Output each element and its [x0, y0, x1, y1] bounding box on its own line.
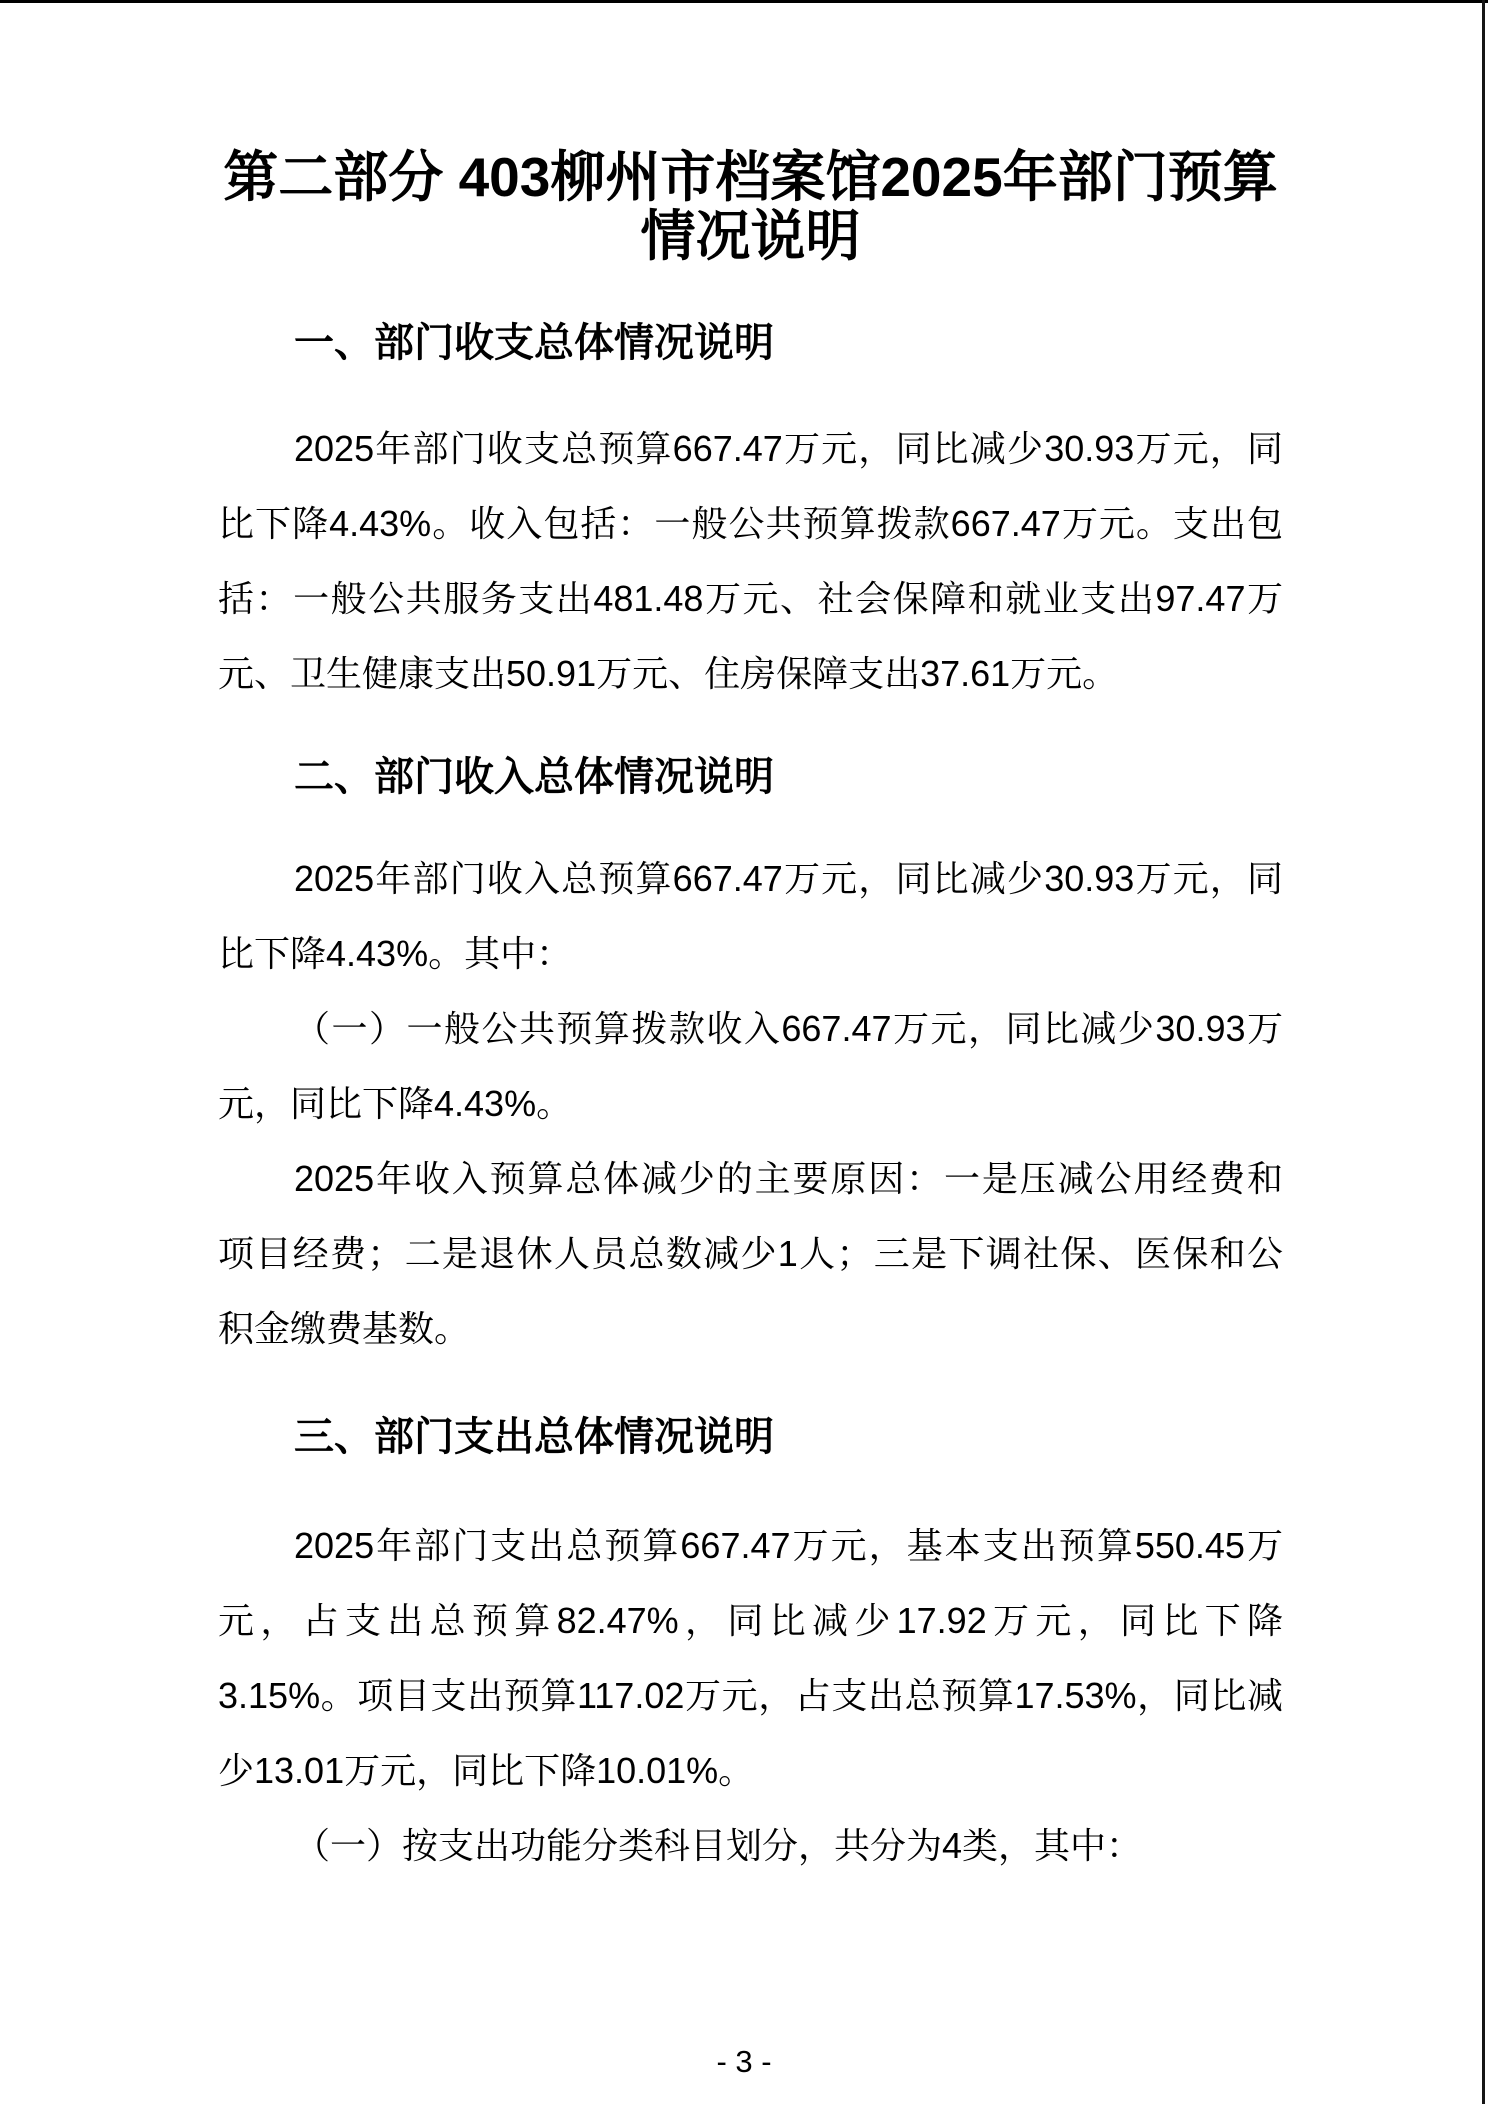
text-line: 3.15%。项目支出预算117.02万元，占支出总预算17.53%，同比减: [218, 1675, 1283, 1716]
text-line: 元，同比下降4.43%。: [218, 1083, 573, 1124]
document-content: [218, 0, 1283, 1883]
document-title: [218, 148, 1283, 266]
text-line: 2025年部门收入总预算667.47万元，同比减少30.93万元，同: [294, 858, 1283, 899]
paragraph-overview: [218, 411, 1283, 711]
text-line: 比下降4.43%。收入包括：一般公共预算拨款667.47万元。支出包: [218, 503, 1283, 544]
paragraph-income-item: [218, 991, 1283, 1141]
text-line: 括：一般公共服务支出481.48万元、社会保障和就业支出97.47万: [218, 578, 1283, 619]
title-line-1: 第二部分 403柳州市档案馆2025年部门预算: [223, 146, 1278, 208]
section-heading-income: 二、部门收入总体情况说明: [294, 755, 774, 799]
text-line: 2025年部门支出总预算667.47万元，基本支出预算550.45万: [294, 1525, 1283, 1566]
text-line: 元，占支出总预算82.47%，同比减少17.92万元，同比下降: [218, 1600, 1283, 1641]
text-line: 积金缴费基数。: [218, 1308, 471, 1349]
paragraph-expenditure-classification: [218, 1808, 1283, 1883]
text-line: （一）一般公共预算拨款收入667.47万元，同比减少30.93万: [294, 1008, 1283, 1049]
title-line-2: 情况说明: [640, 205, 861, 267]
section-heading-overview: 一、部门收支总体情况说明: [294, 321, 774, 365]
scan-edge-right: [1482, 0, 1485, 2104]
section-heading-expenditure: 三、部门支出总体情况说明: [294, 1415, 774, 1459]
text-line: 比下降4.43%。其中：: [218, 933, 573, 974]
text-line: 2025年部门收支总预算667.47万元，同比减少30.93万元，同: [294, 428, 1283, 469]
text-line: （一）按支出功能分类科目划分，共分为4类，其中：: [294, 1825, 1143, 1866]
paragraph-expenditure-total: [218, 1508, 1283, 1808]
text-line: 少13.01万元，同比下降10.01%。: [218, 1750, 755, 1791]
text-line: 项目经费；二是退休人员总数减少1人；三是下调社保、医保和公: [218, 1233, 1283, 1274]
text-line: 2025年收入预算总体减少的主要原因：一是压减公用经费和: [294, 1158, 1283, 1199]
text-line: 元、卫生健康支出50.91万元、住房保障支出37.61万元。: [218, 653, 1119, 694]
page-number: - 3 -: [716, 2044, 772, 2079]
paragraph-income-reasons: [218, 1141, 1283, 1366]
paragraph-income-total: [218, 841, 1283, 991]
